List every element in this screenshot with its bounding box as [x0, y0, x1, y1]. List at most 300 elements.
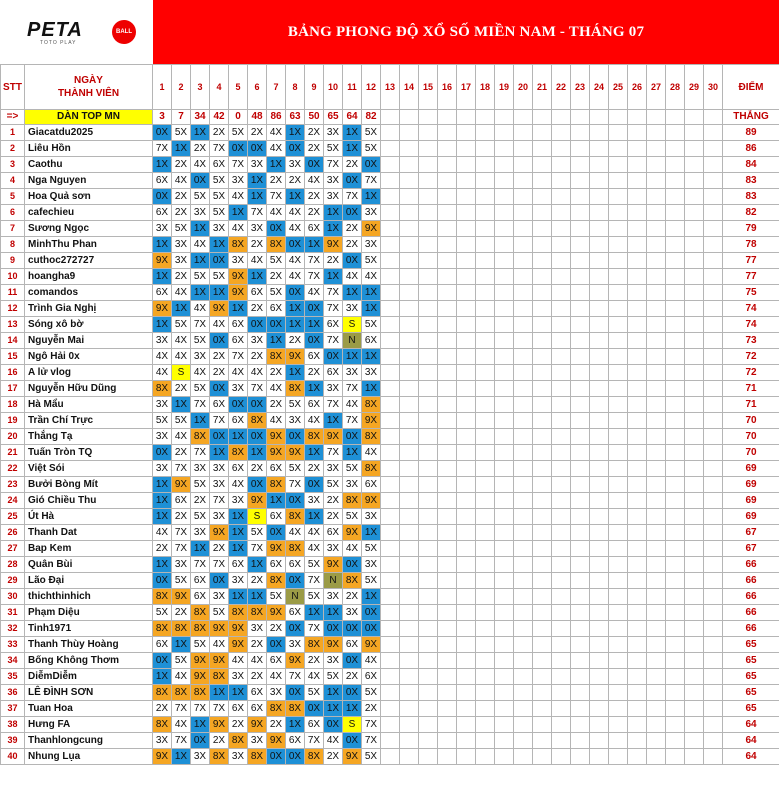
- day-cell: 6X: [324, 365, 343, 381]
- day-cell: 0X: [248, 317, 267, 333]
- day-cell: 7X: [286, 669, 305, 685]
- day-cell: [685, 221, 704, 237]
- day-cell: 8X: [229, 605, 248, 621]
- day-cell: [419, 205, 438, 221]
- day-cell: [609, 285, 628, 301]
- day-cell: 3X: [153, 733, 172, 749]
- dan-number: 42: [210, 110, 229, 125]
- day-cell: [400, 557, 419, 573]
- day-cell: [704, 541, 723, 557]
- day-cell: [495, 285, 514, 301]
- day-cell: 6X: [229, 701, 248, 717]
- day-cell: 9X: [210, 301, 229, 317]
- day-cell: [628, 269, 647, 285]
- day-cell: 3X: [324, 653, 343, 669]
- day-cell: [476, 365, 495, 381]
- day-cell: [590, 285, 609, 301]
- day-cell: 0X: [286, 237, 305, 253]
- day-cell: [533, 381, 552, 397]
- day-cell: [628, 429, 647, 445]
- day-cell: 3X: [210, 477, 229, 493]
- day-cell: [533, 733, 552, 749]
- day-cell: [533, 749, 552, 765]
- day-cell: 3X: [191, 525, 210, 541]
- day-cell: 8X: [343, 573, 362, 589]
- day-cell: 7X: [305, 269, 324, 285]
- day-cell: [495, 717, 514, 733]
- table-row: [1, 477, 779, 493]
- day-cell: 9X: [210, 621, 229, 637]
- day-cell: [647, 317, 666, 333]
- day-cell: [685, 653, 704, 669]
- member-points: 64: [723, 733, 779, 749]
- day-cell: 1X: [324, 205, 343, 221]
- table-row: [1, 493, 779, 509]
- day-cell: [647, 429, 666, 445]
- day-cell: [647, 525, 666, 541]
- day-cell: [476, 221, 495, 237]
- table-row: [1, 573, 779, 589]
- day-cell: [647, 253, 666, 269]
- day-cell: [533, 349, 552, 365]
- column-header-day: 22: [552, 65, 571, 110]
- day-cell: [590, 365, 609, 381]
- day-cell: [419, 493, 438, 509]
- day-cell: 2X: [305, 205, 324, 221]
- day-cell: 5X: [191, 637, 210, 653]
- day-cell: 1X: [305, 237, 324, 253]
- dan-number: 86: [267, 110, 286, 125]
- day-cell: [495, 589, 514, 605]
- day-cell: [552, 333, 571, 349]
- member-name: MinhThu Phan: [25, 237, 153, 253]
- day-cell: [704, 525, 723, 541]
- day-cell: [647, 285, 666, 301]
- day-cell: 6X: [362, 477, 381, 493]
- day-cell: [571, 445, 590, 461]
- table-row: [1, 397, 779, 413]
- day-cell: [533, 477, 552, 493]
- day-cell: [514, 493, 533, 509]
- row-rank: 34: [1, 653, 25, 669]
- day-cell: [552, 205, 571, 221]
- row-rank: 32: [1, 621, 25, 637]
- day-cell: [628, 589, 647, 605]
- table-row: [1, 285, 779, 301]
- day-cell: [590, 125, 609, 141]
- day-cell: 3X: [324, 189, 343, 205]
- day-cell: 4X: [229, 221, 248, 237]
- day-cell: 5X: [172, 221, 191, 237]
- day-cell: [704, 285, 723, 301]
- day-cell: [476, 685, 495, 701]
- day-cell: [514, 381, 533, 397]
- day-cell: [552, 157, 571, 173]
- day-cell: [457, 381, 476, 397]
- day-cell: [628, 717, 647, 733]
- day-cell: [438, 653, 457, 669]
- day-cell: 0X: [248, 397, 267, 413]
- day-cell: 7X: [305, 573, 324, 589]
- dan-number: [590, 110, 609, 125]
- day-cell: 7X: [362, 173, 381, 189]
- day-cell: [647, 717, 666, 733]
- dan-number: 63: [286, 110, 305, 125]
- day-cell: [571, 349, 590, 365]
- day-cell: S: [172, 365, 191, 381]
- column-header-day: 26: [628, 65, 647, 110]
- day-cell: 4X: [267, 669, 286, 685]
- day-cell: 6X: [153, 285, 172, 301]
- day-cell: [628, 669, 647, 685]
- day-cell: [400, 205, 419, 221]
- day-cell: [666, 557, 685, 573]
- day-cell: [457, 717, 476, 733]
- row-rank: 6: [1, 205, 25, 221]
- day-cell: [685, 573, 704, 589]
- day-cell: [438, 557, 457, 573]
- day-cell: [685, 381, 704, 397]
- day-cell: 4X: [267, 141, 286, 157]
- row-rank: 39: [1, 733, 25, 749]
- day-cell: [590, 221, 609, 237]
- day-cell: 5X: [362, 749, 381, 765]
- day-cell: [514, 717, 533, 733]
- day-cell: [457, 157, 476, 173]
- day-cell: [704, 189, 723, 205]
- dan-arrow: =>: [1, 110, 25, 125]
- day-cell: [609, 205, 628, 221]
- day-cell: [647, 397, 666, 413]
- day-cell: 4X: [191, 157, 210, 173]
- day-cell: [685, 317, 704, 333]
- day-cell: [533, 685, 552, 701]
- day-cell: [704, 157, 723, 173]
- day-cell: [400, 509, 419, 525]
- day-cell: 7X: [210, 557, 229, 573]
- day-cell: [457, 589, 476, 605]
- day-cell: 1X: [286, 301, 305, 317]
- day-cell: [628, 509, 647, 525]
- dan-number: [533, 110, 552, 125]
- day-cell: [647, 541, 666, 557]
- day-cell: 2X: [305, 653, 324, 669]
- day-cell: [457, 429, 476, 445]
- day-cell: [381, 141, 400, 157]
- day-cell: 8X: [362, 397, 381, 413]
- day-cell: 3X: [343, 605, 362, 621]
- day-cell: [438, 365, 457, 381]
- day-cell: 4X: [267, 125, 286, 141]
- day-cell: [457, 221, 476, 237]
- day-cell: [571, 397, 590, 413]
- member-points: 64: [723, 749, 779, 765]
- day-cell: [552, 221, 571, 237]
- day-cell: 1X: [153, 157, 172, 173]
- day-cell: [571, 413, 590, 429]
- day-cell: 7X: [305, 621, 324, 637]
- day-cell: [514, 333, 533, 349]
- day-cell: [609, 477, 628, 493]
- day-cell: [666, 685, 685, 701]
- day-cell: 7X: [172, 733, 191, 749]
- table-row: [1, 125, 779, 141]
- day-cell: [533, 269, 552, 285]
- member-points: 71: [723, 397, 779, 413]
- day-cell: 5X: [191, 189, 210, 205]
- day-cell: 1X: [229, 205, 248, 221]
- day-cell: [476, 237, 495, 253]
- day-cell: [457, 237, 476, 253]
- day-cell: [533, 365, 552, 381]
- day-cell: 0X: [305, 301, 324, 317]
- column-header-day: 6: [248, 65, 267, 110]
- dan-number: [628, 110, 647, 125]
- day-cell: [704, 221, 723, 237]
- day-cell: [476, 541, 495, 557]
- row-rank: 21: [1, 445, 25, 461]
- member-name: Trình Gia Nghị: [25, 301, 153, 317]
- day-cell: [704, 365, 723, 381]
- day-cell: [419, 429, 438, 445]
- dan-number: 34: [191, 110, 210, 125]
- day-cell: [381, 589, 400, 605]
- day-cell: [476, 381, 495, 397]
- day-cell: [419, 477, 438, 493]
- day-cell: [438, 589, 457, 605]
- day-cell: [514, 733, 533, 749]
- day-cell: [609, 125, 628, 141]
- table-row: [1, 429, 779, 445]
- day-cell: 4X: [305, 413, 324, 429]
- day-cell: 1X: [324, 413, 343, 429]
- member-points: 79: [723, 221, 779, 237]
- day-cell: [533, 701, 552, 717]
- row-rank: 31: [1, 605, 25, 621]
- day-cell: [552, 429, 571, 445]
- column-header-member: [25, 65, 153, 110]
- day-cell: [514, 301, 533, 317]
- day-cell: [457, 445, 476, 461]
- day-cell: [476, 141, 495, 157]
- day-cell: [400, 477, 419, 493]
- day-cell: [609, 349, 628, 365]
- day-cell: 8X: [267, 701, 286, 717]
- day-cell: [457, 509, 476, 525]
- day-cell: 2X: [343, 669, 362, 685]
- day-cell: [476, 589, 495, 605]
- day-cell: [552, 397, 571, 413]
- day-cell: 6X: [229, 413, 248, 429]
- day-cell: 3X: [248, 221, 267, 237]
- day-cell: 3X: [191, 349, 210, 365]
- day-cell: [609, 573, 628, 589]
- day-cell: 0X: [343, 253, 362, 269]
- day-cell: 3X: [343, 477, 362, 493]
- day-cell: [704, 557, 723, 573]
- day-cell: [590, 589, 609, 605]
- day-cell: [647, 189, 666, 205]
- table-row: [1, 621, 779, 637]
- day-cell: 5X: [286, 397, 305, 413]
- day-cell: 3X: [172, 557, 191, 573]
- day-cell: 5X: [191, 509, 210, 525]
- day-cell: [476, 445, 495, 461]
- day-cell: [685, 125, 704, 141]
- day-cell: 9X: [191, 653, 210, 669]
- day-cell: [666, 349, 685, 365]
- day-cell: 1X: [267, 157, 286, 173]
- day-cell: [628, 733, 647, 749]
- day-cell: [400, 413, 419, 429]
- day-cell: [590, 749, 609, 765]
- day-cell: [590, 669, 609, 685]
- member-name: Trần Chí Trực: [25, 413, 153, 429]
- day-cell: [571, 221, 590, 237]
- day-cell: [666, 429, 685, 445]
- day-cell: [514, 285, 533, 301]
- day-cell: [571, 669, 590, 685]
- day-cell: 2X: [305, 461, 324, 477]
- day-cell: [552, 541, 571, 557]
- member-name: Quân Bùi: [25, 557, 153, 573]
- day-cell: 8X: [267, 349, 286, 365]
- day-cell: [590, 605, 609, 621]
- day-cell: [609, 637, 628, 653]
- day-cell: 3X: [229, 173, 248, 189]
- day-cell: 6X: [343, 637, 362, 653]
- day-cell: [590, 477, 609, 493]
- day-cell: [381, 701, 400, 717]
- day-cell: [495, 445, 514, 461]
- member-name: Sương Ngọc: [25, 221, 153, 237]
- day-cell: 5X: [210, 189, 229, 205]
- day-cell: [381, 413, 400, 429]
- day-cell: N: [286, 589, 305, 605]
- day-cell: [533, 509, 552, 525]
- day-cell: [381, 477, 400, 493]
- day-cell: 7X: [286, 477, 305, 493]
- member-points: 70: [723, 429, 779, 445]
- day-cell: [666, 125, 685, 141]
- day-cell: [514, 749, 533, 765]
- day-cell: 8X: [229, 445, 248, 461]
- day-cell: [628, 493, 647, 509]
- day-cell: 1X: [305, 605, 324, 621]
- day-cell: 4X: [343, 397, 362, 413]
- day-cell: 3X: [286, 157, 305, 173]
- day-cell: 8X: [267, 477, 286, 493]
- day-cell: 4X: [172, 349, 191, 365]
- day-cell: 6X: [172, 493, 191, 509]
- day-cell: 0X: [286, 493, 305, 509]
- day-cell: [495, 381, 514, 397]
- day-cell: [552, 189, 571, 205]
- day-cell: [590, 445, 609, 461]
- day-cell: 9X: [153, 253, 172, 269]
- day-cell: 1X: [305, 445, 324, 461]
- day-cell: [419, 237, 438, 253]
- day-cell: 3X: [343, 365, 362, 381]
- day-cell: [571, 717, 590, 733]
- day-cell: [533, 173, 552, 189]
- day-cell: 9X: [210, 717, 229, 733]
- day-cell: 6X: [267, 557, 286, 573]
- day-cell: 2X: [172, 157, 191, 173]
- dan-number: [495, 110, 514, 125]
- member-name: Bưởi Bòng Mít: [25, 477, 153, 493]
- day-cell: 9X: [191, 669, 210, 685]
- row-rank: 9: [1, 253, 25, 269]
- table-row: [1, 733, 779, 749]
- dan-number: [609, 110, 628, 125]
- day-cell: [514, 445, 533, 461]
- day-cell: 8X: [153, 717, 172, 733]
- day-cell: 1X: [343, 701, 362, 717]
- day-cell: [476, 477, 495, 493]
- day-cell: 2X: [267, 173, 286, 189]
- day-cell: [609, 317, 628, 333]
- table-row: [1, 509, 779, 525]
- member-name: Phạm Diệu: [25, 605, 153, 621]
- day-cell: [476, 653, 495, 669]
- day-cell: 8X: [191, 685, 210, 701]
- day-cell: [476, 493, 495, 509]
- day-cell: [457, 397, 476, 413]
- day-cell: 0X: [286, 749, 305, 765]
- member-points: 66: [723, 557, 779, 573]
- day-cell: [666, 477, 685, 493]
- day-cell: [438, 413, 457, 429]
- day-cell: [419, 173, 438, 189]
- day-cell: 4X: [229, 189, 248, 205]
- day-cell: 8X: [229, 237, 248, 253]
- day-cell: [552, 653, 571, 669]
- day-cell: [609, 429, 628, 445]
- day-cell: [590, 717, 609, 733]
- day-cell: [704, 445, 723, 461]
- member-points: 78: [723, 237, 779, 253]
- day-cell: 7X: [210, 141, 229, 157]
- day-cell: [381, 669, 400, 685]
- day-cell: 6X: [286, 733, 305, 749]
- day-cell: [438, 685, 457, 701]
- day-cell: 2X: [153, 541, 172, 557]
- column-header-day: 19: [495, 65, 514, 110]
- day-cell: [590, 205, 609, 221]
- member-name: Ngô Hải 0x: [25, 349, 153, 365]
- day-cell: [685, 461, 704, 477]
- day-cell: [476, 157, 495, 173]
- day-cell: [704, 573, 723, 589]
- column-header-day: 25: [609, 65, 628, 110]
- member-name: cafechieu: [25, 205, 153, 221]
- day-cell: [514, 621, 533, 637]
- day-cell: [533, 157, 552, 173]
- day-cell: 4X: [267, 381, 286, 397]
- member-name: comandos: [25, 285, 153, 301]
- day-cell: [400, 429, 419, 445]
- day-cell: 5X: [172, 317, 191, 333]
- day-cell: [609, 189, 628, 205]
- day-cell: 5X: [286, 461, 305, 477]
- day-cell: 1X: [286, 717, 305, 733]
- day-cell: [495, 525, 514, 541]
- day-cell: 9X: [362, 221, 381, 237]
- day-cell: [571, 605, 590, 621]
- table-row: [1, 157, 779, 173]
- day-cell: [571, 525, 590, 541]
